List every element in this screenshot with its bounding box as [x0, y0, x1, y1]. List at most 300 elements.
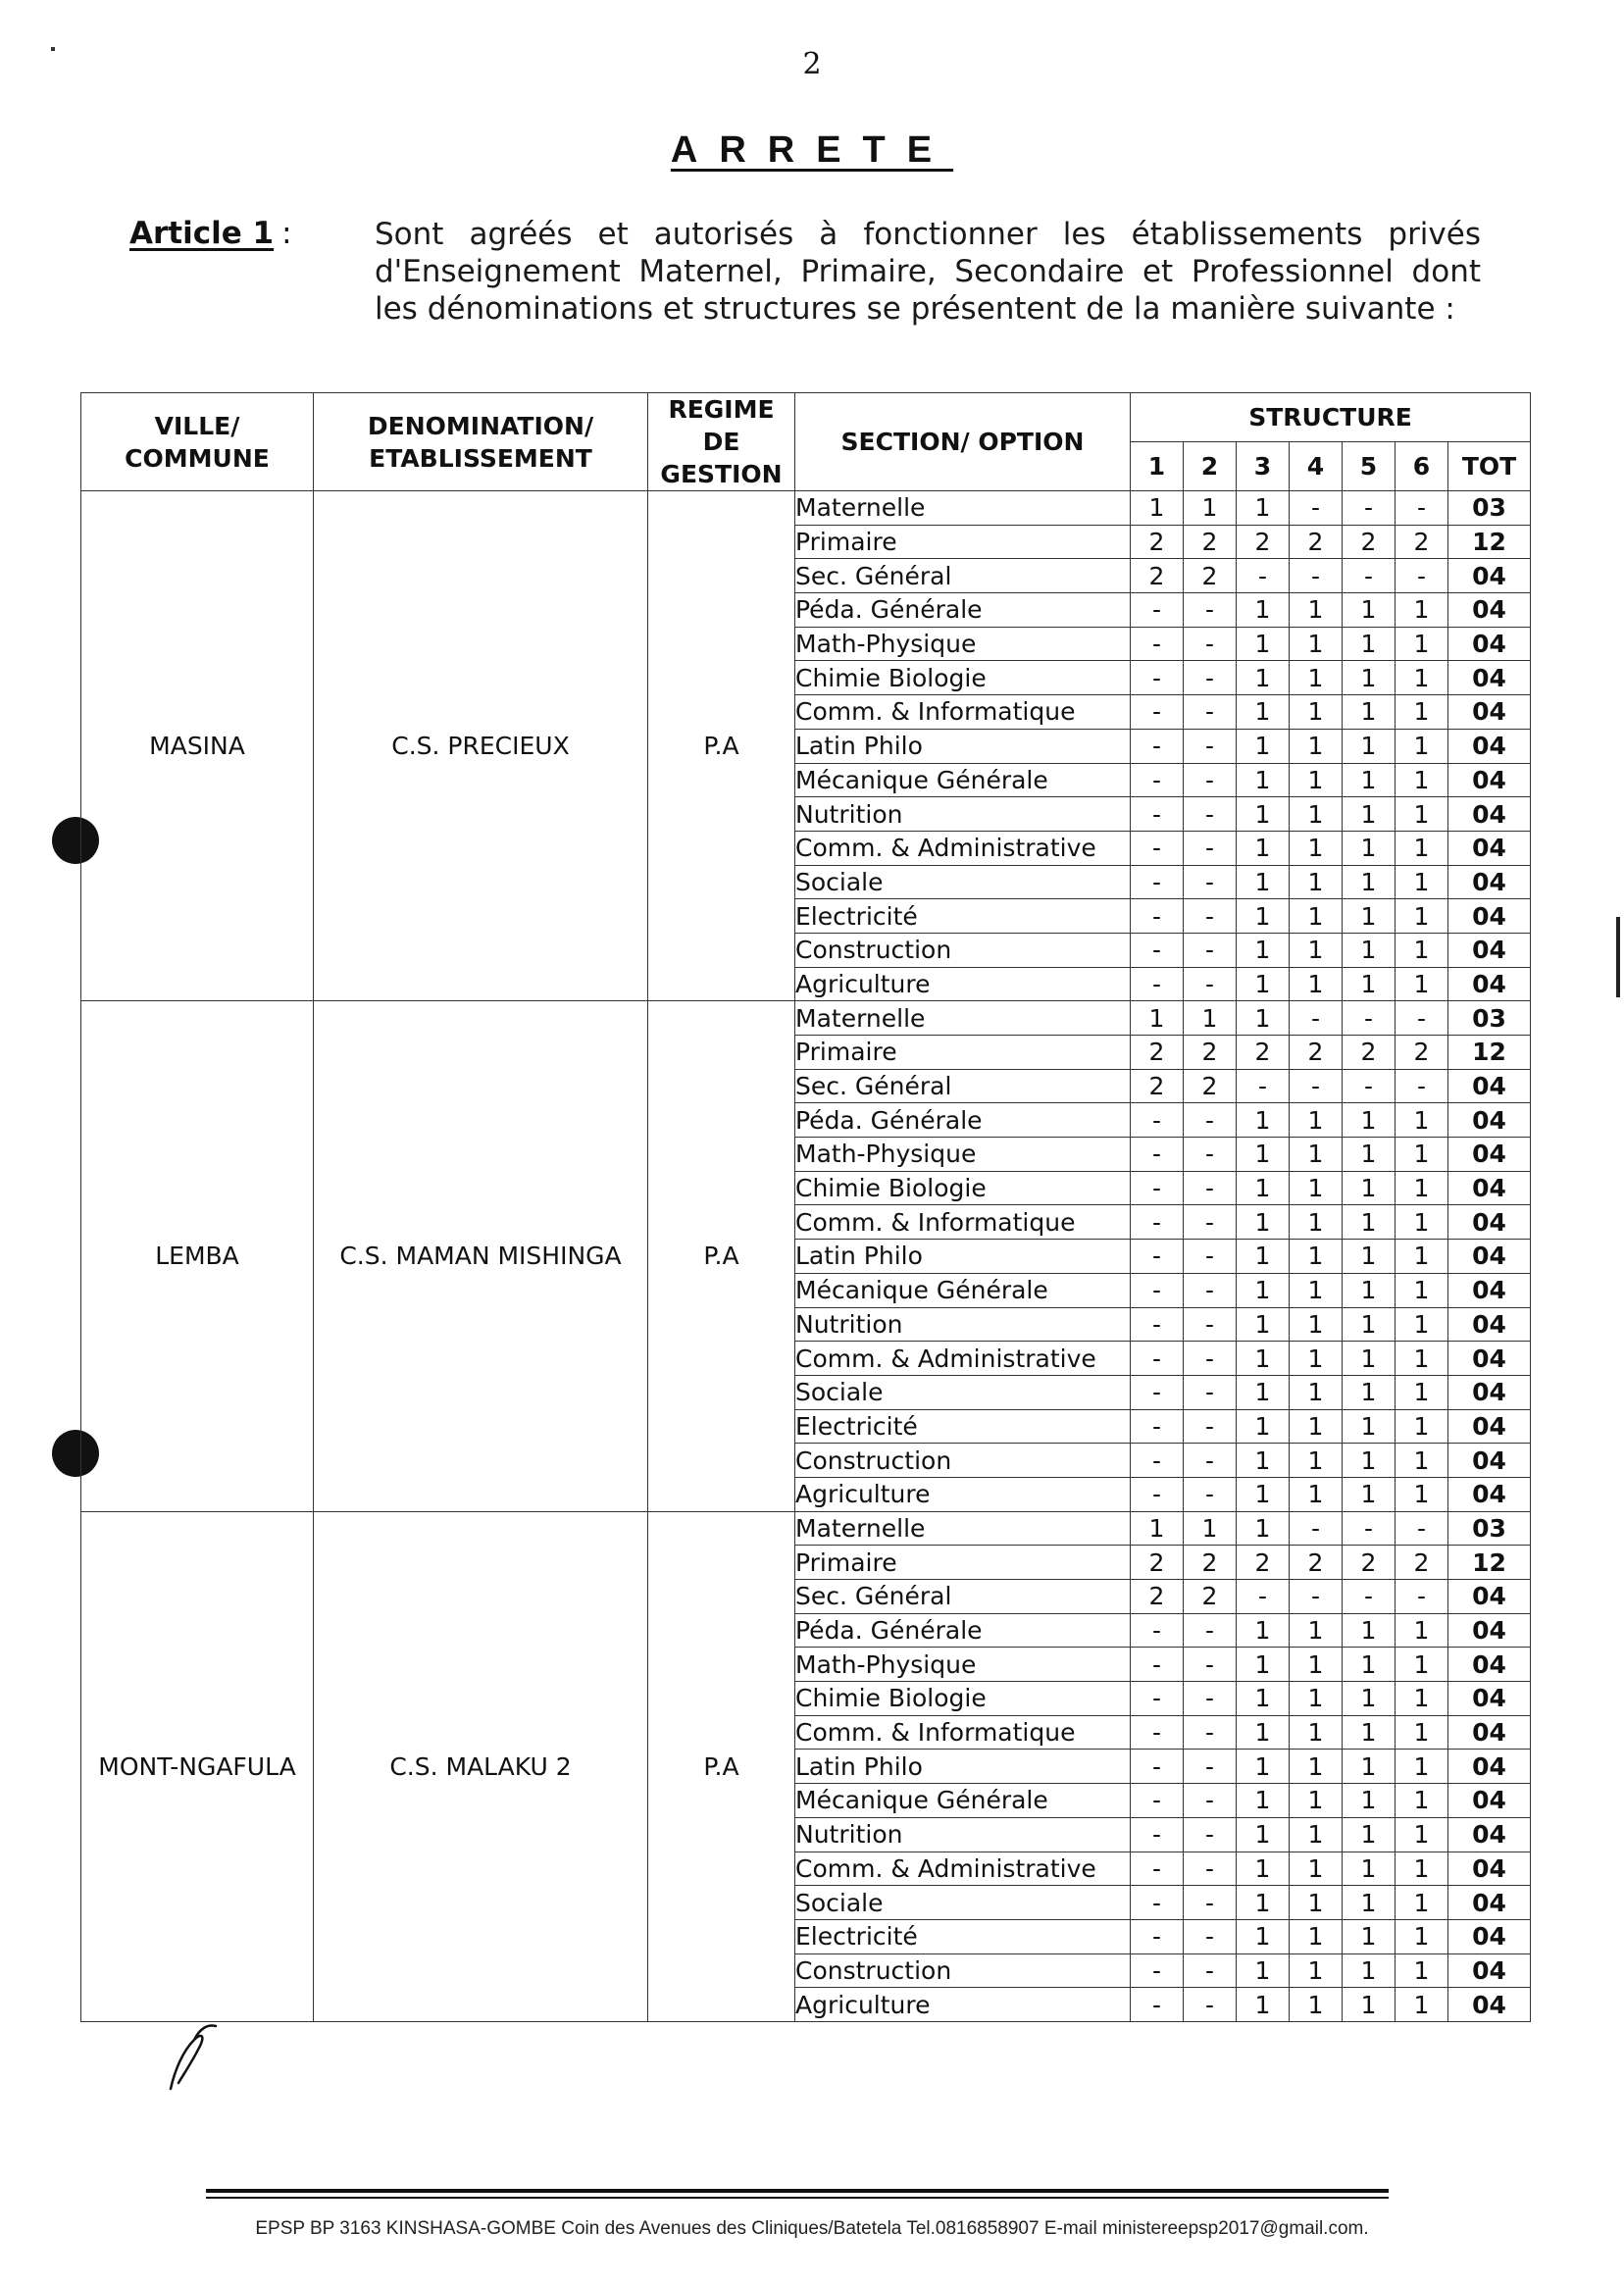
- year-1-cell: -: [1131, 797, 1184, 832]
- year-2-cell: -: [1184, 1307, 1237, 1342]
- year-3-cell: 1: [1237, 967, 1290, 1001]
- year-1-cell: 1: [1131, 1511, 1184, 1546]
- year-6-cell: 1: [1396, 1648, 1448, 1682]
- year-2-cell: -: [1184, 1715, 1237, 1750]
- year-2-cell: 2: [1184, 1069, 1237, 1103]
- year-3-cell: 1: [1237, 933, 1290, 967]
- year-2-cell: -: [1184, 695, 1237, 730]
- year-4-cell: 1: [1290, 1886, 1343, 1920]
- section-option-cell: Maternelle: [795, 1001, 1131, 1036]
- year-5-cell: 1: [1343, 593, 1396, 628]
- total-cell: 04: [1448, 1103, 1531, 1138]
- section-option-cell: Sociale: [795, 865, 1131, 899]
- section-option-cell: Math-Physique: [795, 1648, 1131, 1682]
- year-3-cell: 1: [1237, 627, 1290, 661]
- section-option-cell: Sec. Général: [795, 559, 1131, 593]
- year-3-cell: 1: [1237, 1307, 1290, 1342]
- year-4-cell: 1: [1290, 1715, 1343, 1750]
- year-6-cell: 1: [1396, 1613, 1448, 1648]
- year-6-cell: 1: [1396, 1375, 1448, 1409]
- year-5-cell: 1: [1343, 661, 1396, 695]
- header-year-4: 4: [1290, 442, 1343, 491]
- year-2-cell: -: [1184, 661, 1237, 695]
- year-3-cell: -: [1237, 559, 1290, 593]
- year-2-cell: -: [1184, 1919, 1237, 1953]
- year-4-cell: 1: [1290, 899, 1343, 934]
- year-6-cell: 1: [1396, 695, 1448, 730]
- year-2-cell: -: [1184, 729, 1237, 763]
- year-6-cell: 1: [1396, 797, 1448, 832]
- year-3-cell: 1: [1237, 1240, 1290, 1274]
- year-2-cell: -: [1184, 1240, 1237, 1274]
- year-4-cell: 1: [1290, 627, 1343, 661]
- year-2-cell: 2: [1184, 1546, 1237, 1580]
- year-6-cell: 1: [1396, 1477, 1448, 1511]
- year-1-cell: -: [1131, 1817, 1184, 1852]
- year-6-cell: 1: [1396, 1240, 1448, 1274]
- section-option-cell: Electricité: [795, 1409, 1131, 1444]
- total-cell: 12: [1448, 1546, 1531, 1580]
- year-1-cell: 2: [1131, 1069, 1184, 1103]
- year-2-cell: -: [1184, 1648, 1237, 1682]
- year-4-cell: 1: [1290, 661, 1343, 695]
- year-3-cell: 1: [1237, 1852, 1290, 1886]
- year-3-cell: 2: [1237, 525, 1290, 559]
- year-4-cell: 1: [1290, 1613, 1343, 1648]
- total-cell: 04: [1448, 1307, 1531, 1342]
- year-6-cell: -: [1396, 559, 1448, 593]
- section-option-cell: Sociale: [795, 1886, 1131, 1920]
- section-option-cell: Electricité: [795, 1919, 1131, 1953]
- year-1-cell: -: [1131, 695, 1184, 730]
- section-option-cell: Construction: [795, 1953, 1131, 1988]
- article-colon: :: [281, 216, 292, 251]
- year-5-cell: 1: [1343, 1919, 1396, 1953]
- section-option-cell: Agriculture: [795, 1477, 1131, 1511]
- total-cell: 04: [1448, 763, 1531, 797]
- year-5-cell: 1: [1343, 1477, 1396, 1511]
- total-cell: 04: [1448, 1648, 1531, 1682]
- year-3-cell: -: [1237, 1580, 1290, 1614]
- year-6-cell: 1: [1396, 661, 1448, 695]
- year-6-cell: 1: [1396, 1409, 1448, 1444]
- year-4-cell: 1: [1290, 1205, 1343, 1240]
- year-1-cell: -: [1131, 1477, 1184, 1511]
- year-5-cell: 1: [1343, 1886, 1396, 1920]
- header-year-2: 2: [1184, 442, 1237, 491]
- section-option-cell: Latin Philo: [795, 1240, 1131, 1274]
- year-6-cell: 1: [1396, 1103, 1448, 1138]
- year-6-cell: -: [1396, 491, 1448, 526]
- total-cell: 04: [1448, 831, 1531, 865]
- year-6-cell: 2: [1396, 1036, 1448, 1070]
- section-option-cell: Latin Philo: [795, 729, 1131, 763]
- year-5-cell: 1: [1343, 1103, 1396, 1138]
- year-1-cell: 2: [1131, 525, 1184, 559]
- year-6-cell: 1: [1396, 1817, 1448, 1852]
- year-2-cell: -: [1184, 1750, 1237, 1784]
- year-3-cell: 1: [1237, 1953, 1290, 1988]
- total-cell: 04: [1448, 1919, 1531, 1953]
- year-1-cell: -: [1131, 1138, 1184, 1172]
- total-cell: 04: [1448, 1409, 1531, 1444]
- year-1-cell: -: [1131, 729, 1184, 763]
- total-cell: 04: [1448, 1750, 1531, 1784]
- ville-cell: MASINA: [81, 491, 314, 1001]
- year-6-cell: 1: [1396, 1988, 1448, 2022]
- year-5-cell: 1: [1343, 797, 1396, 832]
- year-1-cell: 2: [1131, 1580, 1184, 1614]
- year-2-cell: -: [1184, 1273, 1237, 1307]
- year-6-cell: 1: [1396, 1307, 1448, 1342]
- year-6-cell: 1: [1396, 1342, 1448, 1376]
- header-structure: STRUCTURE: [1131, 393, 1531, 442]
- year-5-cell: 1: [1343, 831, 1396, 865]
- year-4-cell: 1: [1290, 1103, 1343, 1138]
- total-cell: 04: [1448, 967, 1531, 1001]
- year-1-cell: -: [1131, 1953, 1184, 1988]
- year-1-cell: 2: [1131, 559, 1184, 593]
- year-6-cell: 1: [1396, 1715, 1448, 1750]
- year-1-cell: -: [1131, 1342, 1184, 1376]
- year-3-cell: 1: [1237, 1409, 1290, 1444]
- year-3-cell: 1: [1237, 1273, 1290, 1307]
- year-1-cell: -: [1131, 1307, 1184, 1342]
- year-6-cell: 1: [1396, 1953, 1448, 1988]
- year-5-cell: 1: [1343, 1648, 1396, 1682]
- total-cell: 04: [1448, 1342, 1531, 1376]
- year-2-cell: 2: [1184, 1580, 1237, 1614]
- year-2-cell: -: [1184, 1205, 1237, 1240]
- year-1-cell: -: [1131, 763, 1184, 797]
- year-1-cell: -: [1131, 593, 1184, 628]
- year-1-cell: -: [1131, 1784, 1184, 1818]
- year-4-cell: 1: [1290, 1919, 1343, 1953]
- total-cell: 04: [1448, 1205, 1531, 1240]
- year-3-cell: 1: [1237, 1919, 1290, 1953]
- year-4-cell: 1: [1290, 1409, 1343, 1444]
- year-6-cell: 1: [1396, 729, 1448, 763]
- year-5-cell: 2: [1343, 1036, 1396, 1070]
- section-option-cell: Chimie Biologie: [795, 1171, 1131, 1205]
- year-6-cell: 1: [1396, 763, 1448, 797]
- year-6-cell: 1: [1396, 1682, 1448, 1716]
- year-3-cell: 1: [1237, 1886, 1290, 1920]
- year-3-cell: 1: [1237, 1342, 1290, 1376]
- year-6-cell: 2: [1396, 525, 1448, 559]
- year-5-cell: 1: [1343, 729, 1396, 763]
- total-cell: 04: [1448, 1444, 1531, 1478]
- year-4-cell: 1: [1290, 865, 1343, 899]
- year-5-cell: 1: [1343, 1988, 1396, 2022]
- article-number: Article 1: [129, 216, 275, 251]
- total-cell: 04: [1448, 797, 1531, 832]
- year-1-cell: -: [1131, 1682, 1184, 1716]
- year-4-cell: -: [1290, 559, 1343, 593]
- year-5-cell: 1: [1343, 1715, 1396, 1750]
- section-option-cell: Mécanique Générale: [795, 763, 1131, 797]
- year-5-cell: 2: [1343, 525, 1396, 559]
- header-ville: VILLE/ COMMUNE: [81, 393, 314, 491]
- year-4-cell: 1: [1290, 797, 1343, 832]
- year-1-cell: -: [1131, 899, 1184, 934]
- year-3-cell: 1: [1237, 1750, 1290, 1784]
- year-4-cell: 1: [1290, 1817, 1343, 1852]
- denomination-cell: C.S. MALAKU 2: [314, 1511, 648, 2021]
- year-5-cell: 1: [1343, 1342, 1396, 1376]
- year-5-cell: 1: [1343, 1817, 1396, 1852]
- regime-cell: P.A: [648, 1511, 795, 2021]
- year-5-cell: 1: [1343, 1205, 1396, 1240]
- section-option-cell: Comm. & Informatique: [795, 1715, 1131, 1750]
- section-option-cell: Nutrition: [795, 1307, 1131, 1342]
- total-cell: 04: [1448, 1988, 1531, 2022]
- total-cell: 04: [1448, 1682, 1531, 1716]
- year-2-cell: -: [1184, 1444, 1237, 1478]
- year-4-cell: 1: [1290, 1784, 1343, 1818]
- year-5-cell: 1: [1343, 1852, 1396, 1886]
- header-year-6: 6: [1396, 442, 1448, 491]
- total-cell: 04: [1448, 1715, 1531, 1750]
- year-4-cell: -: [1290, 1001, 1343, 1036]
- footer-address: EPSP BP 3163 KINSHASA-GOMBE Coin des Avenues des Cliniques/Batetela Tel.0816858907 E-mail ministereepsp2017@gmail.com.: [255, 2218, 1369, 2239]
- year-4-cell: 1: [1290, 729, 1343, 763]
- section-option-cell: Construction: [795, 1444, 1131, 1478]
- year-1-cell: -: [1131, 1103, 1184, 1138]
- total-cell: 04: [1448, 1240, 1531, 1274]
- total-cell: 04: [1448, 661, 1531, 695]
- year-1-cell: -: [1131, 865, 1184, 899]
- year-5-cell: 1: [1343, 1613, 1396, 1648]
- year-2-cell: 2: [1184, 559, 1237, 593]
- year-5-cell: 1: [1343, 899, 1396, 934]
- section-option-cell: Mécanique Générale: [795, 1273, 1131, 1307]
- year-5-cell: 1: [1343, 967, 1396, 1001]
- section-option-cell: Chimie Biologie: [795, 661, 1131, 695]
- year-6-cell: 1: [1396, 831, 1448, 865]
- section-option-cell: Sociale: [795, 1375, 1131, 1409]
- year-1-cell: -: [1131, 1852, 1184, 1886]
- year-6-cell: 1: [1396, 627, 1448, 661]
- year-4-cell: 1: [1290, 1682, 1343, 1716]
- year-2-cell: -: [1184, 763, 1237, 797]
- total-cell: 04: [1448, 729, 1531, 763]
- year-5-cell: 1: [1343, 1138, 1396, 1172]
- year-4-cell: 1: [1290, 1307, 1343, 1342]
- section-option-cell: Math-Physique: [795, 627, 1131, 661]
- year-6-cell: -: [1396, 1001, 1448, 1036]
- year-4-cell: 1: [1290, 1953, 1343, 1988]
- footer-rule: [206, 2189, 1389, 2193]
- page-number: 2: [802, 47, 822, 81]
- year-1-cell: -: [1131, 967, 1184, 1001]
- year-5-cell: 1: [1343, 1444, 1396, 1478]
- year-1-cell: -: [1131, 831, 1184, 865]
- year-5-cell: 1: [1343, 1953, 1396, 1988]
- year-1-cell: -: [1131, 627, 1184, 661]
- section-option-cell: Construction: [795, 933, 1131, 967]
- year-3-cell: 1: [1237, 1988, 1290, 2022]
- year-3-cell: 2: [1237, 1036, 1290, 1070]
- year-6-cell: 1: [1396, 933, 1448, 967]
- year-1-cell: -: [1131, 1444, 1184, 1478]
- year-6-cell: 1: [1396, 1171, 1448, 1205]
- total-cell: 04: [1448, 695, 1531, 730]
- section-option-cell: Primaire: [795, 525, 1131, 559]
- total-cell: 04: [1448, 1817, 1531, 1852]
- table-row: [81, 491, 1531, 526]
- year-4-cell: 1: [1290, 1171, 1343, 1205]
- year-4-cell: 1: [1290, 1273, 1343, 1307]
- year-2-cell: -: [1184, 1953, 1237, 1988]
- year-2-cell: 1: [1184, 1511, 1237, 1546]
- year-2-cell: -: [1184, 1784, 1237, 1818]
- year-3-cell: 1: [1237, 865, 1290, 899]
- year-1-cell: -: [1131, 661, 1184, 695]
- year-2-cell: -: [1184, 1817, 1237, 1852]
- year-1-cell: -: [1131, 1613, 1184, 1648]
- section-option-cell: Electricité: [795, 899, 1131, 934]
- year-2-cell: -: [1184, 1477, 1237, 1511]
- year-6-cell: 1: [1396, 1273, 1448, 1307]
- year-6-cell: 1: [1396, 1784, 1448, 1818]
- year-5-cell: 1: [1343, 1409, 1396, 1444]
- section-option-cell: Sec. Général: [795, 1069, 1131, 1103]
- year-2-cell: -: [1184, 831, 1237, 865]
- year-5-cell: 1: [1343, 1750, 1396, 1784]
- year-4-cell: 1: [1290, 1477, 1343, 1511]
- year-1-cell: -: [1131, 1750, 1184, 1784]
- section-option-cell: Nutrition: [795, 797, 1131, 832]
- year-5-cell: -: [1343, 1580, 1396, 1614]
- year-5-cell: 1: [1343, 1273, 1396, 1307]
- header-total: TOT: [1448, 442, 1531, 491]
- total-cell: 12: [1448, 1036, 1531, 1070]
- year-2-cell: -: [1184, 933, 1237, 967]
- year-1-cell: -: [1131, 1273, 1184, 1307]
- year-4-cell: 1: [1290, 1375, 1343, 1409]
- year-2-cell: -: [1184, 1988, 1237, 2022]
- header-denomination: DENOMINATION/ ETABLISSEMENT: [314, 393, 648, 491]
- header-year-5: 5: [1343, 442, 1396, 491]
- year-3-cell: 1: [1237, 695, 1290, 730]
- year-1-cell: -: [1131, 1886, 1184, 1920]
- year-5-cell: 2: [1343, 1546, 1396, 1580]
- year-2-cell: 2: [1184, 1036, 1237, 1070]
- year-5-cell: 1: [1343, 1375, 1396, 1409]
- year-1-cell: -: [1131, 1205, 1184, 1240]
- year-6-cell: 1: [1396, 1444, 1448, 1478]
- year-6-cell: 1: [1396, 865, 1448, 899]
- section-option-cell: Chimie Biologie: [795, 1682, 1131, 1716]
- total-cell: 04: [1448, 1273, 1531, 1307]
- year-4-cell: 2: [1290, 525, 1343, 559]
- year-3-cell: 1: [1237, 797, 1290, 832]
- year-6-cell: -: [1396, 1580, 1448, 1614]
- year-1-cell: -: [1131, 1715, 1184, 1750]
- section-option-cell: Sec. Général: [795, 1580, 1131, 1614]
- section-option-cell: Maternelle: [795, 491, 1131, 526]
- regime-cell: P.A: [648, 491, 795, 1001]
- year-1-cell: -: [1131, 933, 1184, 967]
- year-3-cell: 1: [1237, 1138, 1290, 1172]
- year-2-cell: -: [1184, 967, 1237, 1001]
- year-1-cell: -: [1131, 1375, 1184, 1409]
- ville-cell: LEMBA: [81, 1001, 314, 1511]
- year-5-cell: -: [1343, 491, 1396, 526]
- year-5-cell: 1: [1343, 933, 1396, 967]
- year-5-cell: 1: [1343, 1171, 1396, 1205]
- header-year-1: 1: [1131, 442, 1184, 491]
- year-4-cell: 1: [1290, 1988, 1343, 2022]
- scan-edge-mark: [1616, 917, 1620, 997]
- year-1-cell: -: [1131, 1648, 1184, 1682]
- total-cell: 12: [1448, 525, 1531, 559]
- year-6-cell: 1: [1396, 1852, 1448, 1886]
- section-option-cell: Maternelle: [795, 1511, 1131, 1546]
- year-1-cell: 2: [1131, 1546, 1184, 1580]
- year-3-cell: 1: [1237, 1784, 1290, 1818]
- year-5-cell: 1: [1343, 1307, 1396, 1342]
- total-cell: 04: [1448, 1375, 1531, 1409]
- total-cell: 04: [1448, 899, 1531, 934]
- year-3-cell: 1: [1237, 831, 1290, 865]
- year-3-cell: 1: [1237, 1477, 1290, 1511]
- signature-mark: [165, 2022, 224, 2093]
- year-1-cell: 1: [1131, 1001, 1184, 1036]
- section-option-cell: Primaire: [795, 1546, 1131, 1580]
- year-1-cell: -: [1131, 1919, 1184, 1953]
- year-3-cell: 1: [1237, 1648, 1290, 1682]
- year-2-cell: -: [1184, 593, 1237, 628]
- year-4-cell: -: [1290, 1580, 1343, 1614]
- total-cell: 04: [1448, 593, 1531, 628]
- year-4-cell: -: [1290, 491, 1343, 526]
- year-2-cell: 1: [1184, 491, 1237, 526]
- year-1-cell: 1: [1131, 491, 1184, 526]
- year-2-cell: 1: [1184, 1001, 1237, 1036]
- regime-cell: P.A: [648, 1001, 795, 1511]
- section-option-cell: Comm. & Administrative: [795, 1342, 1131, 1376]
- section-option-cell: Nutrition: [795, 1817, 1131, 1852]
- year-4-cell: 1: [1290, 831, 1343, 865]
- year-5-cell: 1: [1343, 865, 1396, 899]
- year-1-cell: -: [1131, 1240, 1184, 1274]
- total-cell: 04: [1448, 1580, 1531, 1614]
- year-4-cell: 1: [1290, 593, 1343, 628]
- total-cell: 04: [1448, 1477, 1531, 1511]
- total-cell: 04: [1448, 865, 1531, 899]
- year-2-cell: -: [1184, 1342, 1237, 1376]
- year-5-cell: 1: [1343, 763, 1396, 797]
- year-6-cell: 1: [1396, 967, 1448, 1001]
- year-6-cell: 1: [1396, 899, 1448, 934]
- year-4-cell: 1: [1290, 1750, 1343, 1784]
- total-cell: 03: [1448, 1511, 1531, 1546]
- year-6-cell: 1: [1396, 1138, 1448, 1172]
- section-option-cell: Latin Philo: [795, 1750, 1131, 1784]
- year-3-cell: 1: [1237, 1444, 1290, 1478]
- total-cell: 04: [1448, 1613, 1531, 1648]
- year-5-cell: -: [1343, 1069, 1396, 1103]
- year-2-cell: -: [1184, 1375, 1237, 1409]
- total-cell: 04: [1448, 1852, 1531, 1886]
- year-6-cell: 1: [1396, 1919, 1448, 1953]
- structure-table: [80, 392, 1531, 2022]
- total-cell: 04: [1448, 1138, 1531, 1172]
- year-1-cell: -: [1131, 1988, 1184, 2022]
- ville-cell: MONT-NGAFULA: [81, 1511, 314, 2021]
